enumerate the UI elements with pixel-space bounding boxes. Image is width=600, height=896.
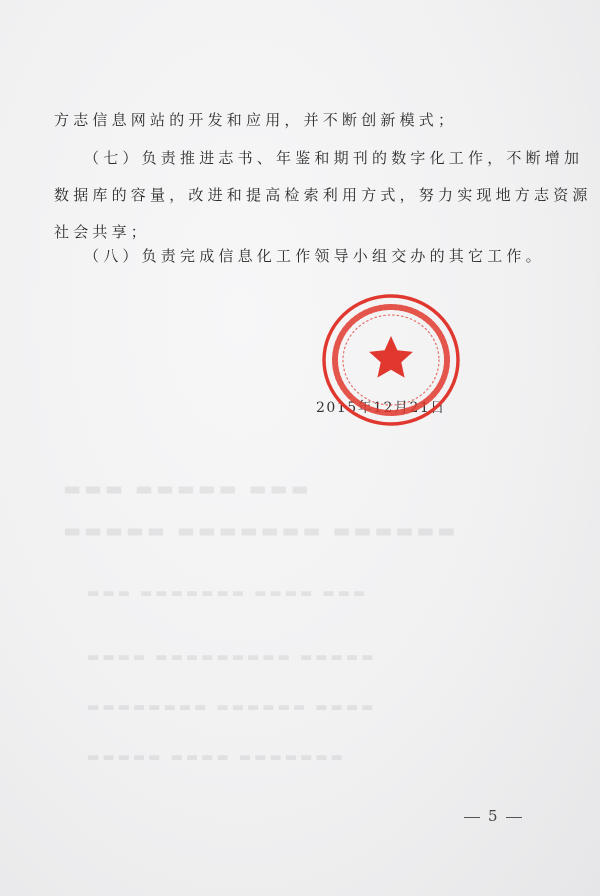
- bleed-through-text: ▬▬▬▬▬ ▬▬▬▬▬▬▬▬▬ ▬▬▬▬: [84, 650, 374, 665]
- text-line: （七）负责推进志书、年鉴和期刊的数字化工作，不断增加: [84, 149, 584, 167]
- dash-icon: [464, 817, 480, 818]
- bleed-through-text: ▬▬▬▬▬▬ ▬▬▬▬▬▬▬ ▬▬▬▬▬: [60, 520, 456, 542]
- text-line: 社会共享；: [54, 223, 151, 241]
- text-line: （八）负责完成信息化工作领导小组交办的其它工作。: [84, 247, 545, 265]
- bleed-through-text: ▬▬▬ ▬▬▬▬▬ ▬▬▬: [60, 478, 309, 500]
- page-number-value: 5: [488, 807, 498, 825]
- official-seal-icon: [320, 292, 462, 428]
- seal-star-icon: [369, 336, 413, 378]
- text-line: 数据库的容量，改进和提高检索利用方式，努力实现地方志资源: [54, 186, 592, 204]
- document-date: 2015年12月21日: [316, 400, 446, 416]
- page-number: [456, 807, 530, 825]
- text-line: 方志信息网站的开发和应用，并不断创新模式；: [54, 111, 458, 129]
- dash-icon: [506, 817, 522, 818]
- bleed-through-text: ▬▬▬▬▬▬▬ ▬▬▬▬ ▬▬▬▬▬: [84, 750, 343, 765]
- bleed-through-text: ▬▬▬ ▬▬▬▬ ▬▬▬▬▬▬▬ ▬▬▬: [84, 586, 366, 601]
- bleed-through-text: ▬▬▬▬ ▬▬▬▬▬▬ ▬▬▬▬▬▬▬▬: [84, 700, 374, 715]
